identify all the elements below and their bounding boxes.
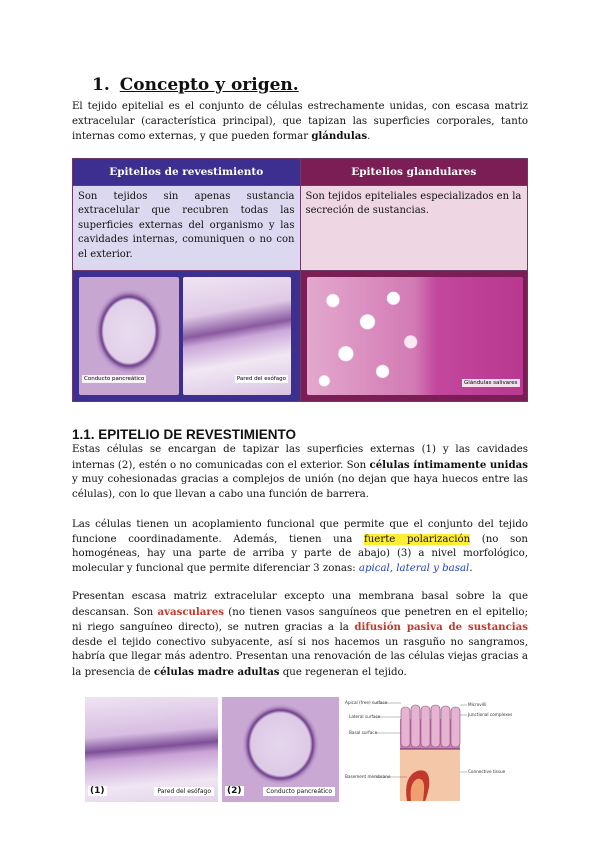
intro-bold: glándulas (311, 130, 368, 143)
para2-zones: apical, lateral y basal (358, 562, 470, 574)
intro-end: . (367, 131, 371, 143)
label-basal-surface: Basal surface (349, 730, 378, 735)
para3-celulas-madre: células madre adultas (153, 665, 280, 678)
label-junctional-complexes: Junctional complexes (468, 712, 513, 717)
para3-text-a: Presentan escasa matriz extracelular excepto una membrana basal sobre la que descansan. Son (72, 591, 528, 618)
heading-title: Concepto y origen. (119, 75, 299, 95)
heading-number: 1. (92, 75, 110, 95)
comparison-table (72, 158, 528, 402)
subsection-heading: 1.1. EPITELIO DE REVESTIMIENTO (72, 427, 297, 442)
paragraph-2 (72, 518, 528, 576)
table-header-right: Epitelios glandulares (300, 159, 528, 186)
para2-text-a: Las células tienen un acoplamiento funcional que permite que el conjunto del tejido funcione coordinadamente. Además, tienen una (72, 519, 528, 545)
intro-paragraph (72, 100, 528, 145)
table-header-left: Epitelios de revestimiento (73, 159, 301, 186)
para1-text-a: Estas células se encargan de tapizar las superficies externas (1) y las cavidades internas (2), estén o no comunicadas con el exterior. Son (72, 444, 528, 471)
figure-epithelium-diagram (345, 697, 515, 805)
para2-text-c: . (469, 562, 473, 574)
image-caption-esophagus: Pared del esófago (236, 376, 286, 382)
label-connective-tissue: Connective tissue (468, 769, 506, 774)
para3-avasculares: avasculares (157, 605, 224, 618)
esophagus-image (183, 277, 291, 395)
figure-esophagus-image (85, 697, 218, 802)
label-basement-membrane: Basement membrane (345, 774, 391, 779)
para3-text-c: (no tienen vasos sanguíneos que penetren en el epitelio; ni riego sanguíneo directo), se nutren gracias a la (72, 606, 529, 634)
table-cell-right: Son tejidos epiteliales especializados en la secreción de sustancias. (300, 186, 528, 271)
image-caption-pancreatic: Conducto pancreático (84, 376, 145, 382)
salivary-gland-image (307, 277, 523, 395)
pancreatic-duct-image (79, 277, 179, 395)
para3-text-e: desde el tejido conectivo subyacente, así si nos hacemos un rasguño no sangramos, habría que llegar más adentro. Presentan una renovación de las células viejas gracias a la presencia de (72, 636, 528, 678)
table-image-left (73, 271, 301, 402)
para2-text-b: (no son homogéneas, hay una parte de arriba y parte de abajo) (3) a nivel morfológico, molecular y funcional que permite diferenciar 3 zonas: (72, 533, 528, 574)
label-lateral-surface: Lateral surface (349, 714, 381, 719)
para2-highlight: fuerte polarización (363, 533, 471, 545)
label-apical-surface: Apical (free) surface (345, 700, 388, 705)
label-microvilli: Microvilli (468, 702, 487, 707)
paragraph-1 (72, 443, 528, 502)
para1-bold: células íntimamente unidas (369, 458, 528, 471)
table-cell-left: Son tejidos sin apenas sustancia extracelular que recubren todas las superficies externas del organismo y las cavidades internas, comuniquen o no con el exterior. (73, 186, 301, 271)
para3-text-g: que regeneran el tejido. (279, 666, 407, 678)
para1-text-c: y muy cohesionadas gracias a complejos de unión (no dejan que haya huecos entre las células), con lo que llevan a cabo una función de barrera. (72, 474, 528, 500)
para3-difusion: difusión pasiva de sustancias (354, 621, 528, 634)
figure-number-2: (2) (227, 786, 242, 796)
figure-caption-2: Conducto pancreático (263, 787, 335, 796)
paragraph-3 (72, 590, 528, 681)
figure-number-1: (1) (90, 786, 105, 796)
table-image-right (300, 271, 528, 402)
figure-pancreatic-image (222, 697, 339, 802)
figure-caption-1: Pared del esófago (154, 787, 214, 796)
image-caption-salivary: Glándulas salivares (464, 380, 518, 386)
section-heading (92, 75, 299, 95)
intro-text: El tejido epitelial es el conjunto de células estrechamente unidas, con escasa matriz extracelular (característica principal), que tapizan las superficies corporales, tanto internas como externas, y que pueden formar (72, 101, 528, 143)
